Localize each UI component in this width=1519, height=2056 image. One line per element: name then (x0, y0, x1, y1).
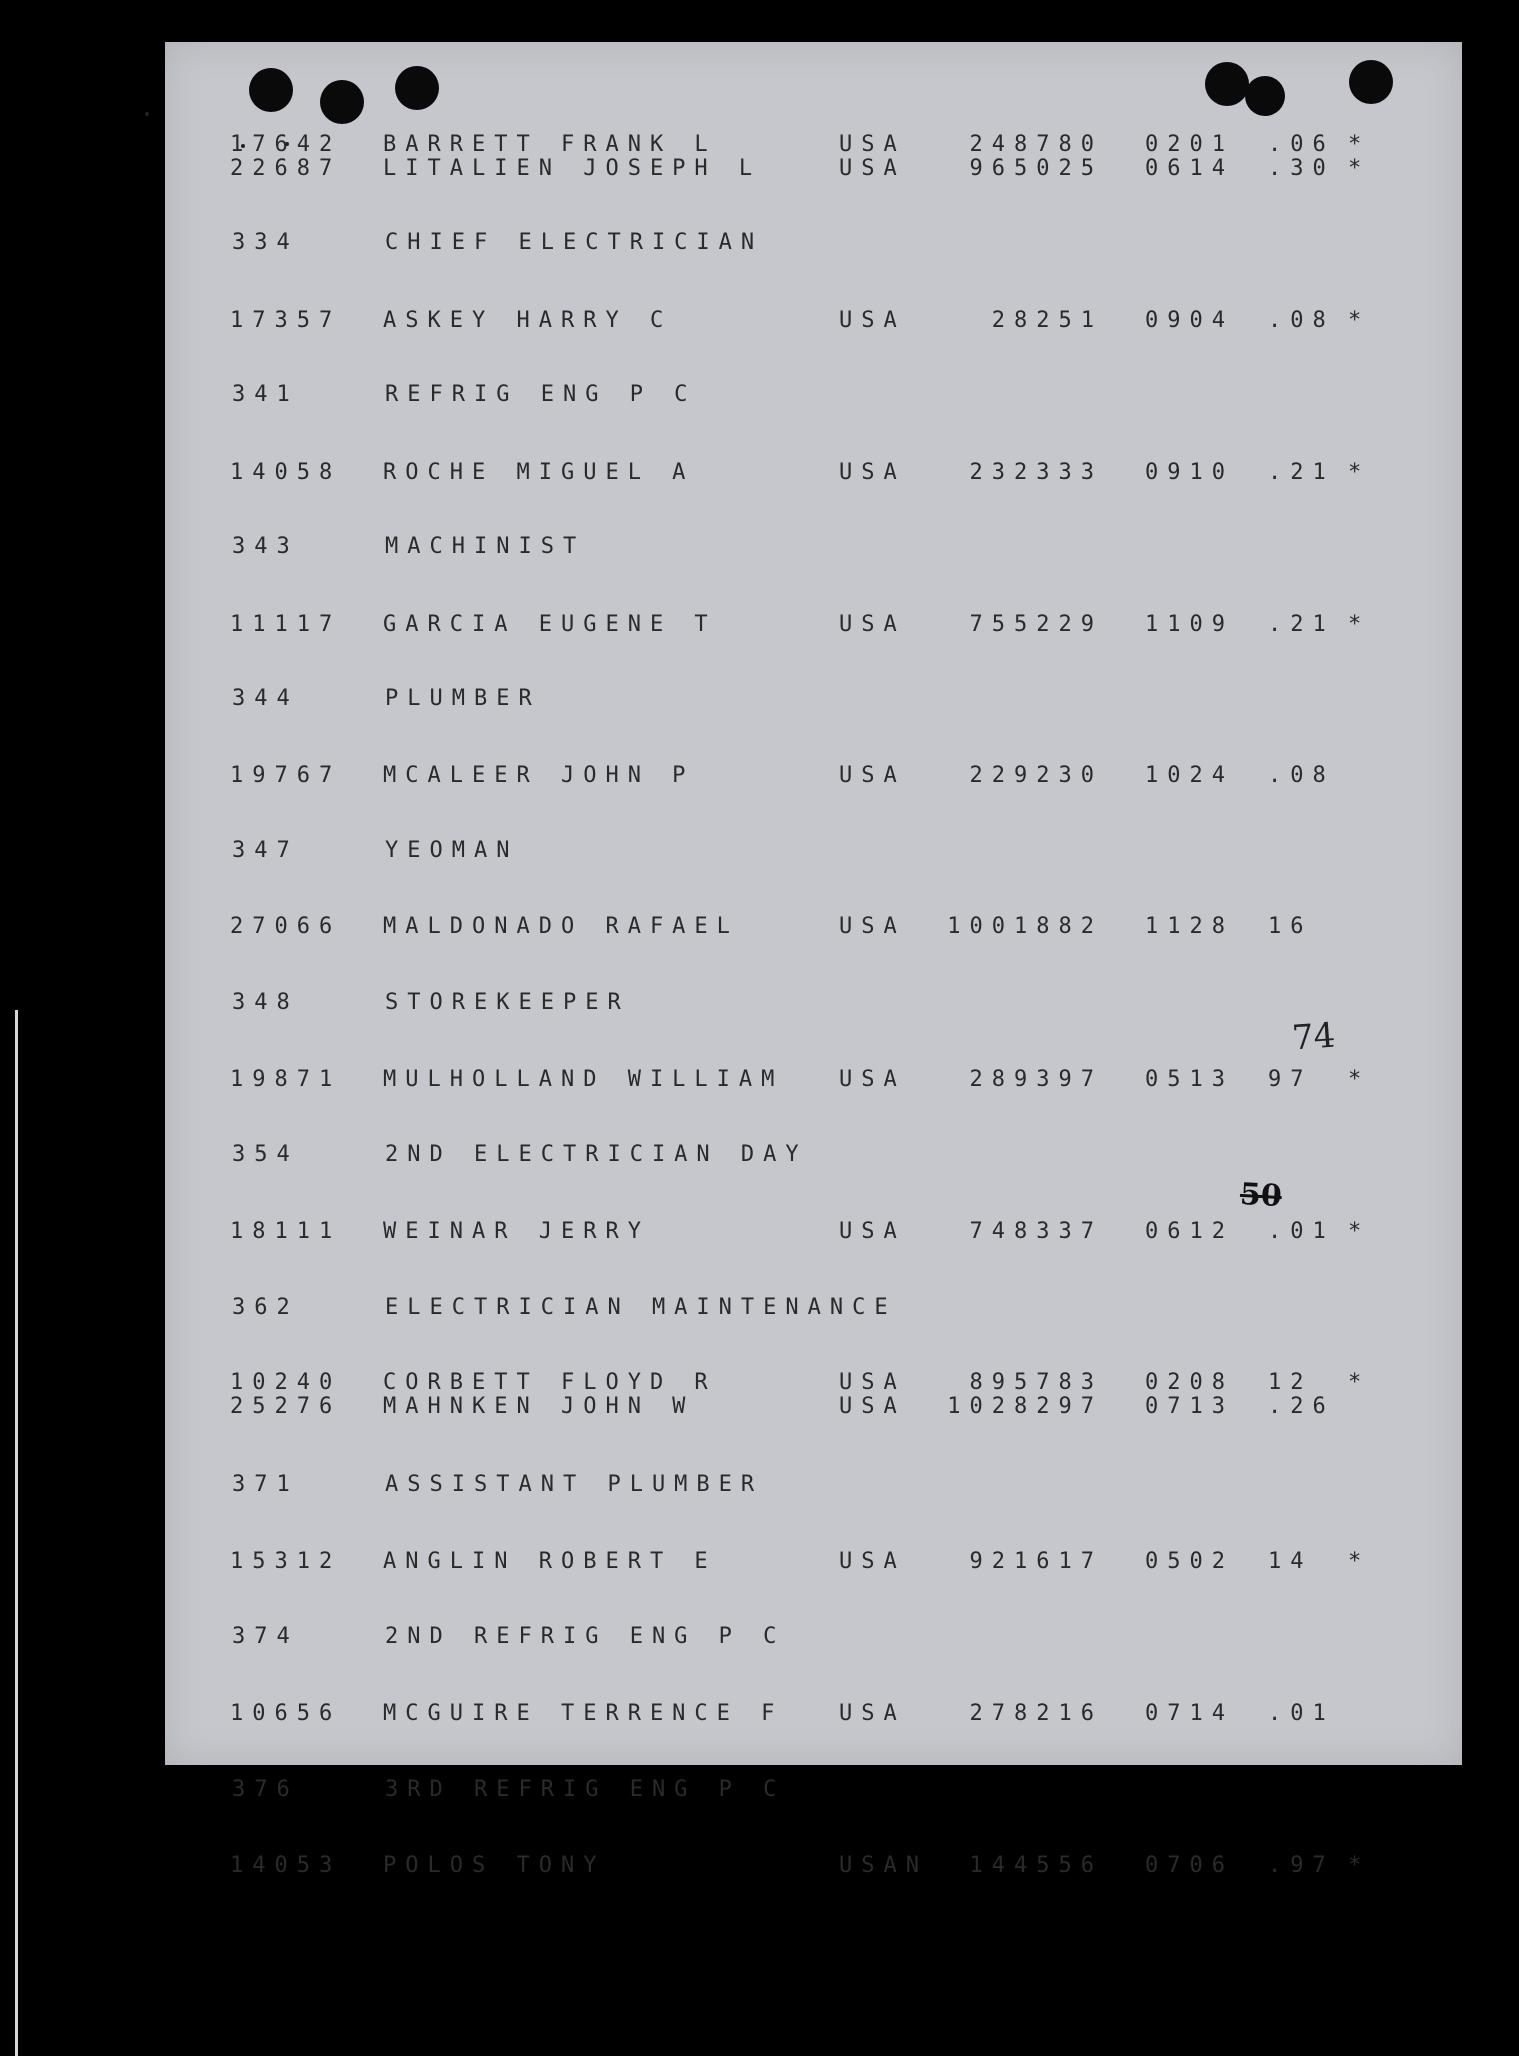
roster-list (165, 42, 1462, 1878)
rating-code: 341 (232, 382, 299, 407)
rating-header (165, 1295, 1462, 1321)
value: .21 (1268, 460, 1335, 485)
citizenship: USA (839, 1549, 906, 1574)
date-code: 0904 (1145, 308, 1234, 333)
rating-title: MACHINIST (385, 534, 586, 559)
citizenship: USA (839, 763, 906, 788)
crew-entry-row (165, 763, 1462, 789)
employee-name: ANGLIN ROBERT E (383, 1549, 717, 1574)
employee-name: CORBETT FLOYD R (383, 1370, 717, 1395)
rating-title: 3RD REFRIG ENG P C (385, 1777, 786, 1802)
crew-entry-row (165, 132, 1462, 158)
rating-code: 344 (232, 686, 299, 711)
employee-name: LITALIEN JOSEPH L (383, 156, 762, 181)
employee-id: 15312 (230, 1549, 342, 1574)
employee-id: 18111 (230, 1219, 342, 1244)
value: 97 (1268, 1067, 1313, 1092)
employee-name: ASKEY HARRY C (383, 308, 673, 333)
rating-header (165, 534, 1462, 560)
asterisk-mark: * (1348, 308, 1371, 333)
rating-header (165, 838, 1462, 864)
value: .08 (1268, 308, 1335, 333)
document-number: 232333 (969, 460, 1103, 485)
rating-title: REFRIG ENG P C (385, 382, 697, 407)
employee-id: 10656 (230, 1701, 342, 1726)
value: .08 (1268, 763, 1335, 788)
citizenship: USA (839, 612, 906, 637)
rating-header (165, 382, 1462, 408)
handwritten-page-number: 74 (1290, 1015, 1337, 1059)
citizenship: USA (839, 308, 906, 333)
employee-id: 17357 (230, 308, 342, 333)
asterisk-mark: * (1348, 156, 1371, 181)
crew-entry-row (165, 156, 1462, 182)
rating-code: 371 (232, 1472, 299, 1497)
employee-name: WEINAR JERRY (383, 1219, 650, 1244)
document-number: 278216 (969, 1701, 1103, 1726)
rating-code: 362 (232, 1295, 299, 1320)
employee-id: 25276 (230, 1394, 342, 1419)
employee-id: 11117 (230, 612, 342, 637)
rating-code: 376 (232, 1777, 299, 1802)
date-code: 0706 (1145, 1853, 1234, 1878)
value: .01 (1268, 1219, 1335, 1244)
handwritten-struck-number: 50 (1239, 1176, 1283, 1215)
rating-header (165, 1624, 1462, 1650)
rating-header (165, 230, 1462, 256)
document-number: 28251 (991, 308, 1103, 333)
date-code: 0910 (1145, 460, 1234, 485)
document-number: 289397 (969, 1067, 1103, 1092)
date-code: 0713 (1145, 1394, 1234, 1419)
crew-entry-row (165, 1853, 1462, 1879)
value: 16 (1268, 914, 1313, 939)
value: .97 (1268, 1853, 1335, 1878)
date-code: 0513 (1145, 1067, 1234, 1092)
speck (145, 112, 149, 116)
asterisk-mark: * (1348, 1219, 1371, 1244)
rating-title: 2ND ELECTRICIAN DAY (385, 1142, 808, 1167)
employee-id: 27066 (230, 914, 342, 939)
citizenship: USA (839, 1067, 906, 1092)
rating-title: 2ND REFRIG ENG P C (385, 1624, 786, 1649)
document-number: 1028297 (947, 1394, 1103, 1419)
citizenship: USA (839, 1701, 906, 1726)
rating-code: 347 (232, 838, 299, 863)
date-code: 0502 (1145, 1549, 1234, 1574)
value: .30 (1268, 156, 1335, 181)
citizenship: USA (839, 914, 906, 939)
asterisk-mark: * (1348, 1549, 1371, 1574)
document-number: 895783 (969, 1370, 1103, 1395)
date-code: 0201 (1145, 132, 1234, 157)
citizenship: USA (839, 1394, 906, 1419)
crew-entry-row (165, 460, 1462, 486)
rating-title: ELECTRICIAN MAINTENANCE (385, 1295, 897, 1320)
crew-entry-row (165, 1549, 1462, 1575)
date-code: 0714 (1145, 1701, 1234, 1726)
employee-name: BARRETT FRANK L (383, 132, 717, 157)
rating-title: PLUMBER (385, 686, 541, 711)
rating-title: ASSISTANT PLUMBER (385, 1472, 764, 1497)
employee-id: 19871 (230, 1067, 342, 1092)
rating-code: 374 (232, 1624, 299, 1649)
rating-title: CHIEF ELECTRICIAN (385, 230, 764, 255)
citizenship: USA (839, 132, 906, 157)
employee-id: 14058 (230, 460, 342, 485)
date-code: 1128 (1145, 914, 1234, 939)
value: 14 (1268, 1549, 1313, 1574)
employee-name: MCALEER JOHN P (383, 763, 695, 788)
rating-header (165, 686, 1462, 712)
value: .06 (1268, 132, 1335, 157)
employee-name: GARCIA EUGENE T (383, 612, 717, 637)
document-number: 144556 (969, 1853, 1103, 1878)
document-number: 965025 (969, 156, 1103, 181)
asterisk-mark: * (1348, 460, 1371, 485)
rating-code: 354 (232, 1142, 299, 1167)
employee-name: MCGUIRE TERRENCE F (383, 1701, 784, 1726)
value: .26 (1268, 1394, 1335, 1419)
citizenship: USA (839, 156, 906, 181)
asterisk-mark: * (1348, 1067, 1371, 1092)
document-number: 748337 (969, 1219, 1103, 1244)
employee-id: 10240 (230, 1370, 342, 1395)
employee-name: ROCHE MIGUEL A (383, 460, 695, 485)
value: .21 (1268, 612, 1335, 637)
date-code: 1109 (1145, 612, 1234, 637)
citizenship: USAN (839, 1853, 928, 1878)
document-number: 1001882 (947, 914, 1103, 939)
rating-code: 348 (232, 990, 299, 1015)
typed-document-page (165, 42, 1462, 1878)
crew-entry-row (165, 308, 1462, 334)
date-code: 1024 (1145, 763, 1234, 788)
document-number: 755229 (969, 612, 1103, 637)
rating-code: 343 (232, 534, 299, 559)
employee-name: MALDONADO RAFAEL (383, 914, 739, 939)
employee-id: 17642 (230, 132, 342, 157)
crew-entry-row (165, 1370, 1462, 1396)
employee-name: MULHOLLAND WILLIAM (383, 1067, 784, 1092)
rating-code: 334 (232, 230, 299, 255)
rating-header (165, 1472, 1462, 1498)
film-edge-strip (15, 1010, 18, 2056)
document-number: 248780 (969, 132, 1103, 157)
citizenship: USA (839, 1219, 906, 1244)
citizenship: USA (839, 460, 906, 485)
document-number: 921617 (969, 1549, 1103, 1574)
employee-name: POLOS TONY (383, 1853, 606, 1878)
date-code: 0208 (1145, 1370, 1234, 1395)
rating-header (165, 1142, 1462, 1168)
citizenship: USA (839, 1370, 906, 1395)
value: .01 (1268, 1701, 1335, 1726)
employee-id: 14053 (230, 1853, 342, 1878)
asterisk-mark: * (1348, 612, 1371, 637)
crew-entry-row (165, 1067, 1462, 1093)
crew-entry-row (165, 1219, 1462, 1245)
crew-entry-row (165, 914, 1462, 940)
asterisk-mark: * (1348, 1853, 1371, 1878)
crew-entry-row (165, 1394, 1462, 1420)
crew-entry-row (165, 1701, 1462, 1727)
date-code: 0612 (1145, 1219, 1234, 1244)
rating-header (165, 1777, 1462, 1803)
rating-title: STOREKEEPER (385, 990, 630, 1015)
date-code: 0614 (1145, 156, 1234, 181)
asterisk-mark: * (1348, 1370, 1371, 1395)
rating-header (165, 990, 1462, 1016)
employee-id: 22687 (230, 156, 342, 181)
crew-entry-row (165, 612, 1462, 638)
asterisk-mark: * (1348, 132, 1371, 157)
rating-title: YEOMAN (385, 838, 519, 863)
employee-id: 19767 (230, 763, 342, 788)
value: 12 (1268, 1370, 1313, 1395)
document-number: 229230 (969, 763, 1103, 788)
employee-name: MAHNKEN JOHN W (383, 1394, 695, 1419)
